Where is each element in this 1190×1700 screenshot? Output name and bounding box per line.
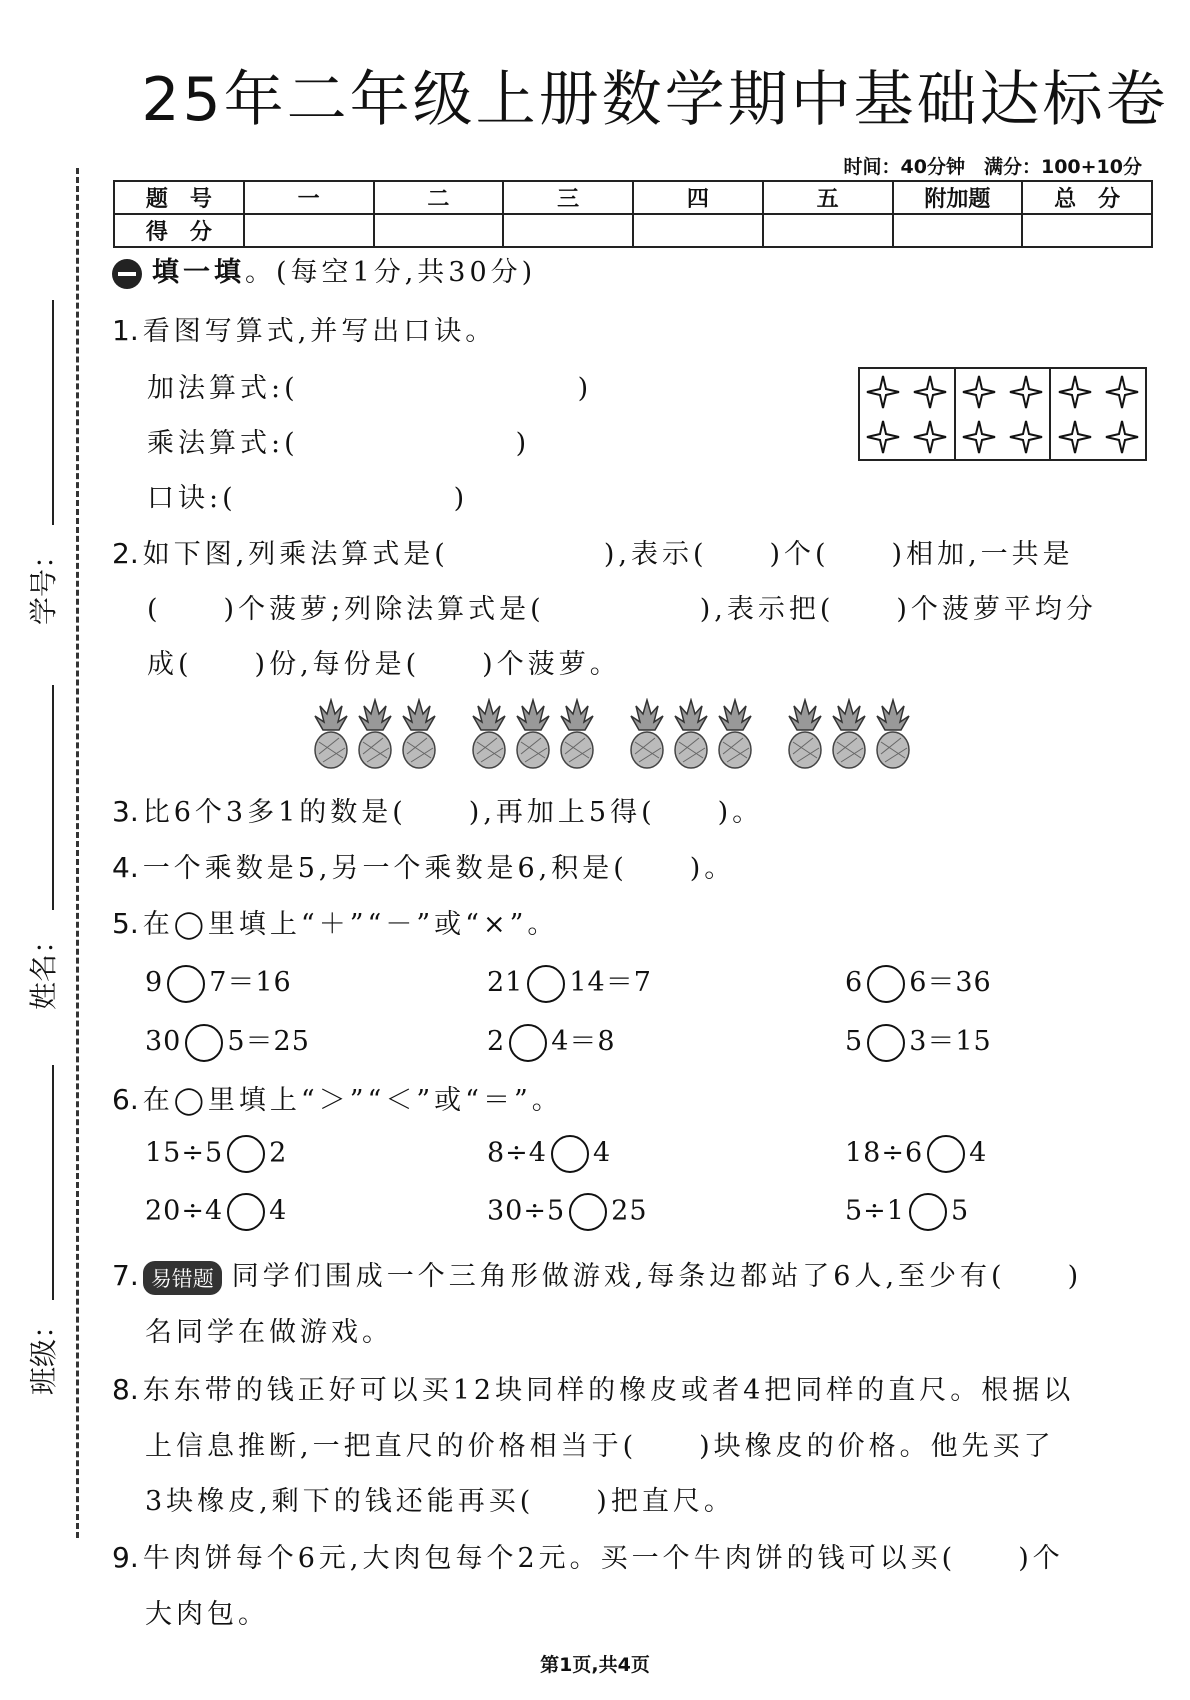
score-header-cell: 题 号 bbox=[114, 181, 244, 214]
score-cell[interactable] bbox=[893, 214, 1023, 247]
pineapple-icon bbox=[670, 698, 712, 770]
question-5 bbox=[112, 902, 558, 941]
pineapple-icon bbox=[714, 698, 756, 770]
score-table-header bbox=[114, 181, 1152, 214]
question-2-line3: 成( )份,每份是( )个菠萝。 bbox=[147, 649, 621, 680]
pineapple-icon bbox=[556, 698, 598, 770]
question-9 bbox=[112, 1536, 1064, 1575]
question-7-line2: 名同学在做游戏。 bbox=[145, 1317, 393, 1348]
operand: 18÷6 bbox=[845, 1137, 924, 1169]
question-number: 1. bbox=[112, 314, 139, 347]
question-text: 东东带的钱正好可以买12块同样的橡皮或者4把同样的直尺。根据以 bbox=[142, 1375, 1075, 1406]
answer-circle[interactable] bbox=[909, 1193, 947, 1231]
pineapple-icon bbox=[354, 698, 396, 770]
q5-item bbox=[845, 960, 992, 1003]
question-number: 4. bbox=[112, 851, 139, 884]
score-cell[interactable] bbox=[1022, 214, 1152, 247]
operand: 2 bbox=[269, 1137, 288, 1169]
q1-addition-line[interactable]: 加法算式:( ) bbox=[147, 373, 593, 404]
pineapple-icon bbox=[468, 698, 510, 770]
operand: 4 bbox=[592, 1137, 612, 1169]
answer-circle[interactable] bbox=[867, 1024, 905, 1062]
q5-item bbox=[487, 1019, 616, 1062]
question-3 bbox=[112, 790, 763, 829]
star-icon bbox=[1105, 375, 1139, 409]
page-footer: 第1页,共4页 bbox=[540, 1654, 650, 1676]
operand: 7＝16 bbox=[209, 967, 292, 998]
operand: 30 bbox=[145, 1026, 182, 1057]
score-cell[interactable] bbox=[633, 214, 763, 247]
score-cell[interactable] bbox=[244, 214, 374, 247]
name-blank[interactable] bbox=[52, 685, 54, 910]
q6-item bbox=[845, 1135, 987, 1173]
star-icon bbox=[1058, 375, 1092, 409]
operand: 3＝15 bbox=[909, 1026, 992, 1057]
score-header-cell: 二 bbox=[374, 181, 504, 214]
question-1 bbox=[112, 309, 496, 348]
question-8-line2: 上信息推断,一把直尺的价格相当于( )块橡皮的价格。他先买了 bbox=[145, 1431, 1055, 1462]
question-text: 比6个3多1的数是( ),再加上5得( )。 bbox=[142, 797, 764, 828]
question-text: 在◯里填上“＋”“－”或“×”。 bbox=[142, 909, 559, 940]
answer-circle[interactable] bbox=[185, 1024, 223, 1062]
binding-dashed-line bbox=[76, 168, 79, 1538]
q6-item bbox=[487, 1135, 611, 1173]
star-icon bbox=[1009, 375, 1043, 409]
question-number: 7. bbox=[112, 1259, 139, 1292]
pineapple-group bbox=[468, 698, 598, 770]
star-group bbox=[956, 369, 1052, 459]
answer-circle[interactable] bbox=[927, 1135, 965, 1173]
star-icon bbox=[1058, 420, 1092, 454]
class-blank[interactable] bbox=[52, 1065, 54, 1300]
operand: 30÷5 bbox=[487, 1195, 566, 1227]
pineapple-group bbox=[626, 698, 756, 770]
q1-rhyme-line[interactable]: 口诀:( ) bbox=[147, 483, 469, 514]
star-icon bbox=[866, 420, 900, 454]
score-table-row bbox=[114, 214, 1152, 247]
star-icon bbox=[866, 375, 900, 409]
pineapple-picture bbox=[310, 698, 914, 770]
answer-circle[interactable] bbox=[227, 1135, 265, 1173]
star-icon bbox=[962, 375, 996, 409]
operand: 4 bbox=[269, 1195, 288, 1227]
operand: 5÷1 bbox=[845, 1195, 905, 1227]
operand: 25 bbox=[611, 1195, 648, 1227]
question-2 bbox=[112, 532, 1074, 571]
pineapple-icon bbox=[828, 698, 870, 770]
pineapple-icon bbox=[872, 698, 914, 770]
score-cell[interactable] bbox=[503, 214, 633, 247]
student-id-blank[interactable] bbox=[52, 300, 54, 525]
question-number: 3. bbox=[112, 795, 139, 828]
operand: 5＝25 bbox=[227, 1026, 310, 1057]
answer-circle[interactable] bbox=[569, 1193, 607, 1231]
class-label: 班级： bbox=[27, 1310, 60, 1395]
operand: 14＝7 bbox=[569, 967, 652, 998]
answer-circle[interactable] bbox=[551, 1135, 589, 1173]
question-2-line2: ( )个菠萝;列除法算式是( ),表示把( )个菠萝平均分 bbox=[147, 594, 1097, 625]
pineapple-icon bbox=[398, 698, 440, 770]
operand: 6＝36 bbox=[909, 967, 992, 998]
star-icon bbox=[913, 375, 947, 409]
score-cell[interactable] bbox=[763, 214, 893, 247]
star-icon bbox=[962, 420, 996, 454]
operand: 9 bbox=[145, 967, 164, 998]
star-icon bbox=[1105, 420, 1139, 454]
operand: 6 bbox=[845, 967, 864, 998]
score-header-cell: 四 bbox=[633, 181, 763, 214]
score-cell[interactable] bbox=[374, 214, 504, 247]
star-picture bbox=[858, 367, 1147, 461]
score-header-cell: 附加题 bbox=[893, 181, 1023, 214]
question-text: 看图写算式,并写出口诀。 bbox=[142, 316, 497, 347]
exam-meta: 时间：40分钟 满分：100+10分 bbox=[843, 156, 1142, 178]
pineapple-icon bbox=[626, 698, 668, 770]
q6-item bbox=[845, 1193, 969, 1231]
question-text: 同学们围成一个三角形做游戏,每条边都站了6人,至少有( ) bbox=[231, 1261, 1083, 1292]
question-6 bbox=[112, 1078, 563, 1117]
operand: 21 bbox=[487, 967, 524, 998]
score-header-cell: 三 bbox=[503, 181, 633, 214]
star-icon bbox=[913, 420, 947, 454]
section-note: 。(每空1分,共30分) bbox=[245, 257, 537, 288]
section-title: 填一填 bbox=[152, 257, 245, 288]
q6-item bbox=[145, 1193, 287, 1231]
operand: 4 bbox=[969, 1137, 988, 1169]
q5-item bbox=[145, 1019, 310, 1062]
answer-circle[interactable] bbox=[227, 1193, 265, 1231]
question-text: 在◯里填上“＞”“＜”或“＝”。 bbox=[142, 1085, 563, 1116]
pineapple-group bbox=[784, 698, 914, 770]
question-number: 8. bbox=[112, 1373, 139, 1406]
operand: 4＝8 bbox=[551, 1026, 616, 1057]
operand: 20÷4 bbox=[145, 1195, 224, 1227]
question-text: 如下图,列乘法算式是( ),表示( )个( )相加,一共是 bbox=[142, 539, 1074, 570]
operand: 5 bbox=[845, 1026, 864, 1057]
error-prone-badge: 易错题 bbox=[143, 1261, 222, 1295]
q5-item bbox=[145, 960, 292, 1003]
score-header-cell: 总 分 bbox=[1022, 181, 1152, 214]
operand: 15÷5 bbox=[145, 1137, 224, 1169]
answer-circle[interactable] bbox=[527, 965, 565, 1003]
answer-circle[interactable] bbox=[509, 1024, 547, 1062]
pineapple-icon bbox=[512, 698, 554, 770]
question-number: 2. bbox=[112, 537, 139, 570]
operand: 8÷4 bbox=[487, 1137, 547, 1169]
score-row-label: 得 分 bbox=[114, 214, 244, 247]
question-number: 9. bbox=[112, 1541, 139, 1574]
name-label: 姓名： bbox=[27, 925, 60, 1010]
operand: 5 bbox=[950, 1195, 970, 1227]
score-header-cell: 五 bbox=[763, 181, 893, 214]
q1-multiplication-line[interactable]: 乘法算式:( ) bbox=[147, 428, 531, 459]
pineapple-group bbox=[310, 698, 440, 770]
pineapple-icon bbox=[784, 698, 826, 770]
score-header-cell: 一 bbox=[244, 181, 374, 214]
answer-circle[interactable] bbox=[867, 965, 905, 1003]
star-group bbox=[860, 369, 956, 459]
pineapple-icon bbox=[310, 698, 352, 770]
section-1-heading bbox=[112, 250, 536, 289]
star-icon bbox=[1009, 420, 1043, 454]
answer-circle[interactable] bbox=[167, 965, 205, 1003]
q6-item bbox=[487, 1193, 648, 1231]
star-group bbox=[1051, 369, 1145, 459]
q5-item bbox=[845, 1019, 992, 1062]
score-table bbox=[113, 180, 1153, 248]
q5-item bbox=[487, 960, 652, 1003]
question-8 bbox=[112, 1368, 1074, 1407]
question-number: 6. bbox=[112, 1083, 139, 1116]
operand: 2 bbox=[487, 1026, 506, 1057]
question-8-line3: 3块橡皮,剩下的钱还能再买( )把直尺。 bbox=[145, 1486, 735, 1517]
question-7 bbox=[112, 1254, 1082, 1295]
page-title: 25年二年级上册数学期中基础达标卷 bbox=[141, 65, 1169, 135]
section-one-icon bbox=[112, 259, 142, 289]
question-text: 牛肉饼每个6元,大肉包每个2元。买一个牛肉饼的钱可以买( )个 bbox=[142, 1543, 1064, 1574]
question-4 bbox=[112, 846, 735, 885]
question-text: 一个乘数是5,另一个乘数是6,积是( )。 bbox=[142, 853, 736, 884]
q6-item bbox=[145, 1135, 287, 1173]
question-number: 5. bbox=[112, 907, 139, 940]
question-9-line2: 大肉包。 bbox=[145, 1599, 269, 1630]
student-id-label: 学号： bbox=[27, 540, 60, 625]
